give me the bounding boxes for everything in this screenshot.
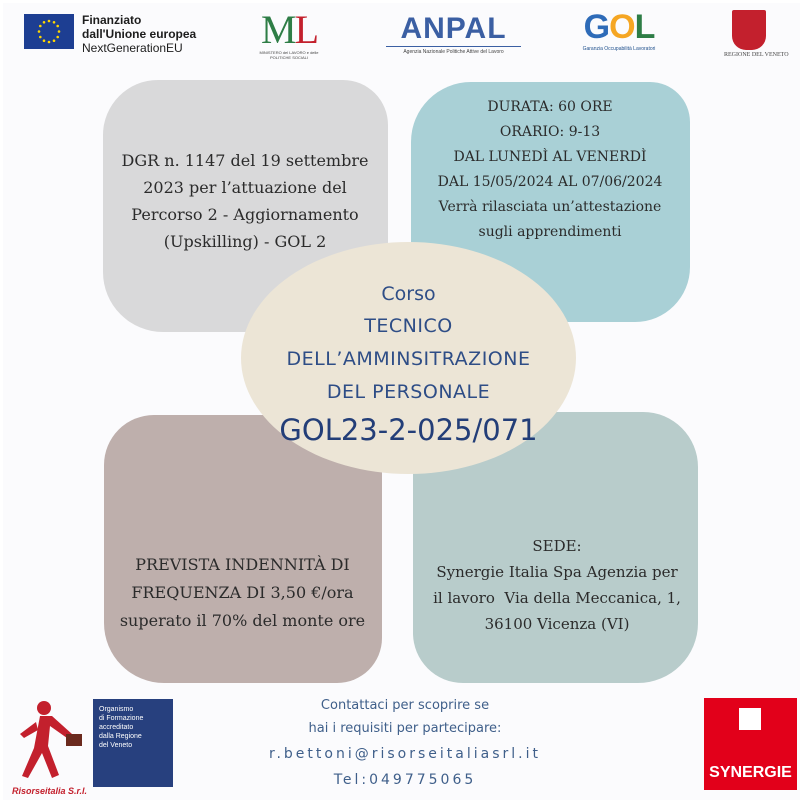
course-code: GOL23-2-025/071: [279, 413, 538, 447]
hours-line: ORARIO: 9-13: [499, 124, 601, 140]
org-line: dalla Regione: [99, 733, 142, 740]
running-man-icon: [12, 698, 92, 788]
gol-letter-g: G: [583, 8, 610, 46]
org-line: accreditato: [99, 724, 134, 731]
eu-line-1: Finanziato: [82, 13, 142, 27]
org-line: del Veneto: [99, 742, 133, 749]
course-title-line: DEL PERSONALE: [326, 381, 491, 403]
contact-phone-link[interactable]: Tel:049775065: [333, 772, 477, 788]
duration-line: DURATA: 60 ORE: [487, 99, 613, 115]
dgr-line: Percorso 2 - Aggiornamento: [131, 205, 359, 224]
course-title-line: DELL’AMMINSITRAZIONE: [286, 348, 531, 370]
weekdays-line: DAL LUNEDÌ AL VENERDÌ: [453, 149, 647, 165]
regione-veneto-logo: [724, 10, 789, 64]
synergie-logo: [704, 698, 797, 790]
location-line: 36100 Vicenza (VI): [484, 615, 630, 633]
gol-letter-o: O: [609, 8, 635, 46]
veneto-subtitle: REGIONE DEL VENETO: [724, 52, 789, 58]
org-line: Organismo: [99, 706, 134, 713]
ministero-subtitle: MINISTERO del LAVORO e delle POLITICHE SOCIALI: [259, 50, 319, 60]
certificate-line: Verrà rilasciata un’attestazione: [438, 199, 662, 215]
lion-crest-icon: [732, 10, 766, 50]
location-line: SEDE:: [532, 537, 582, 555]
location-line: il lavoro Via della Meccanica, 1,: [433, 589, 681, 607]
accredited-organism-badge: [93, 699, 173, 787]
org-line: di Formazione: [99, 715, 144, 722]
dgr-line: DGR n. 1147 del 19 settembre: [121, 151, 369, 170]
dates-line: DAL 15/05/2024 AL 07/06/2024: [437, 174, 663, 190]
schedule-text: [416, 95, 684, 245]
course-title-line: TECNICO: [364, 315, 453, 337]
allowance-line: superato il 70% del monte ore: [119, 611, 366, 630]
certificate-line: sugli apprendimenti: [478, 224, 622, 240]
anpal-subtitle: Agenzia Nazionale Politiche Attive del Lavoro: [386, 46, 521, 55]
ministero-lavoro-logo: ML MINISTERO del LAVORO e delle POLITICHE SOCIALI: [250, 10, 328, 66]
gol-logo: [574, 8, 664, 58]
dgr-reference-text: [115, 147, 375, 255]
location-line: Synergie Italia Spa Agenzia per: [436, 563, 678, 581]
risorseitalia-name: Risorseitalia S.r.l.: [12, 786, 88, 796]
synergie-square-icon: [739, 708, 761, 730]
synergie-word: SYNERGIE: [709, 764, 792, 781]
anpal-logo: [386, 12, 521, 56]
eu-flag-icon: [24, 14, 74, 49]
anpal-word: ANPAL: [400, 12, 507, 45]
risorseitalia-logo: [12, 698, 92, 796]
contact-prompt: Contattaci per scoprire se: [320, 698, 490, 713]
allowance-line: PREVISTA INDENNITÀ DI: [135, 555, 350, 574]
allowance-text: [110, 551, 375, 635]
allowance-line: FREQUENZA DI 3,50 €/ora: [131, 583, 354, 602]
dgr-line: (Upskilling) - GOL 2: [163, 232, 327, 251]
eu-funding-text: [82, 13, 196, 55]
eu-line-3: NextGenerationEU: [82, 41, 183, 55]
location-text: [420, 533, 694, 637]
eu-line-2: dall'Unione europea: [82, 27, 197, 41]
contact-email-link[interactable]: r.bettoni@risorseitaliasrl.it: [269, 746, 541, 762]
gol-subtitle: Garanzia Occupabilità Lavoratori: [582, 46, 656, 52]
gol-letter-l: L: [634, 8, 655, 46]
contact-prompt: hai i requisiti per partecipare:: [308, 721, 502, 736]
dgr-line: 2023 per l’attuazione del: [143, 178, 347, 197]
course-label: Corso: [381, 283, 436, 305]
